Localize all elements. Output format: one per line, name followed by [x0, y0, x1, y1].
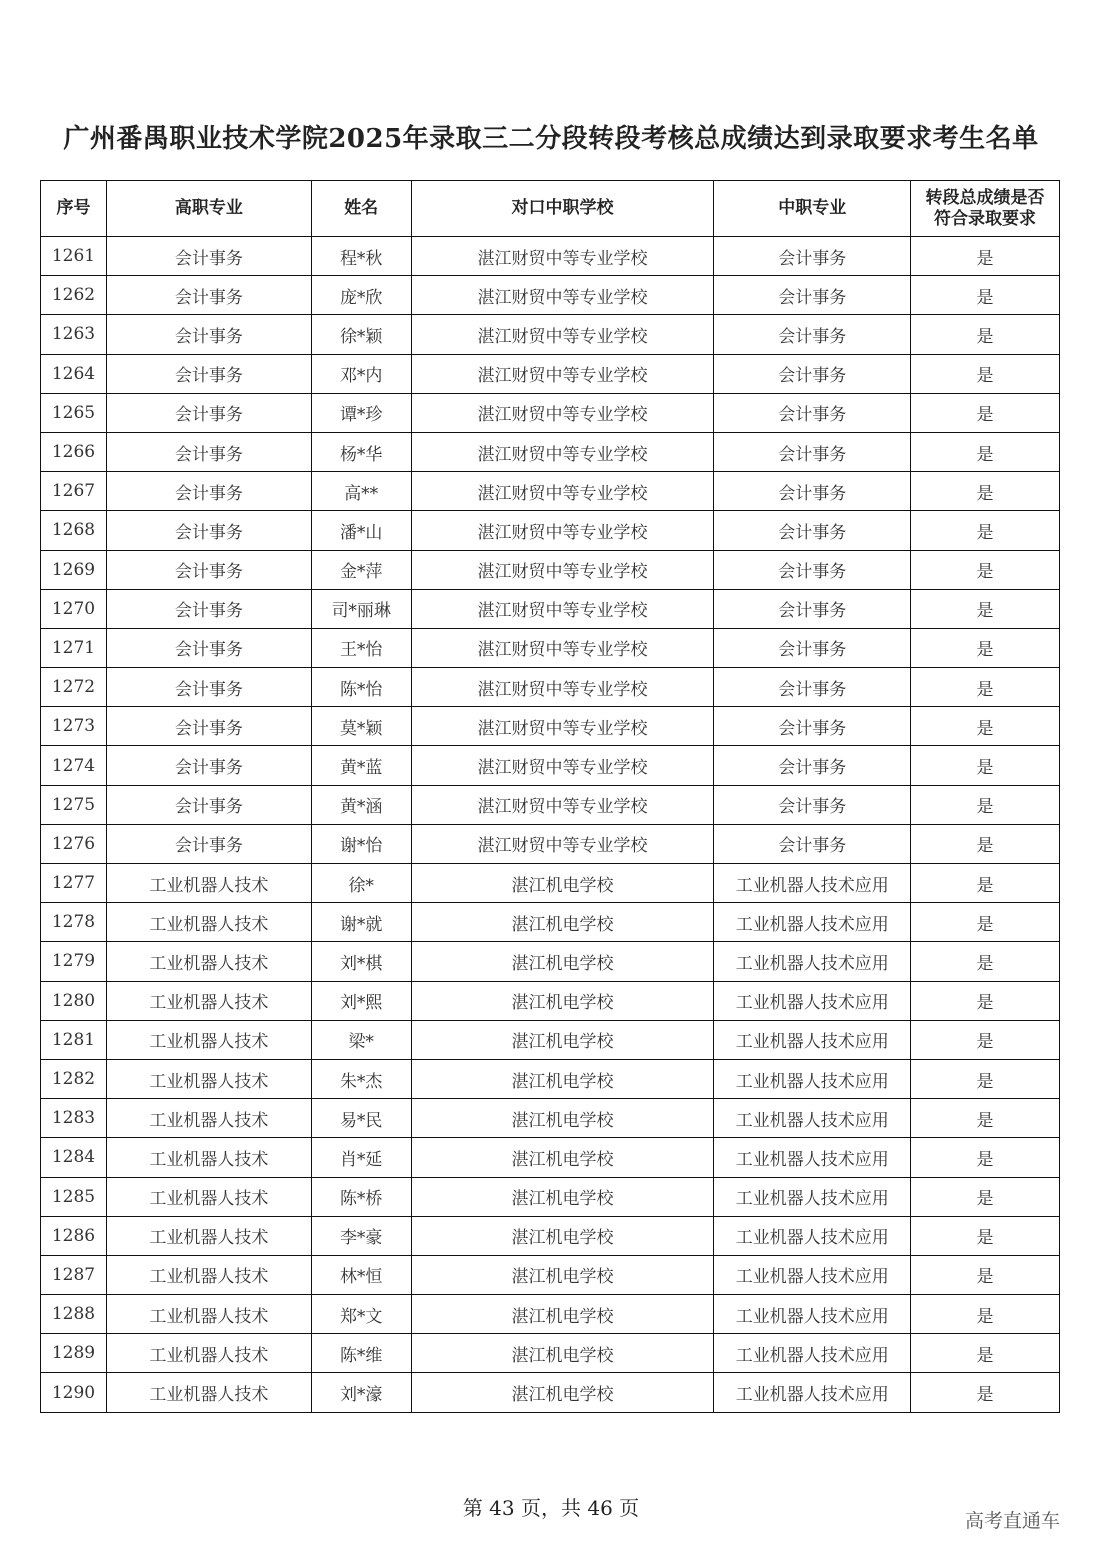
cell-qualified: 是: [911, 550, 1060, 589]
cell-secondary-major: 会计事务: [714, 511, 911, 550]
cell-qualified: 是: [911, 628, 1060, 667]
cell-major: 会计事务: [106, 550, 311, 589]
cell-school: 湛江财贸中等专业学校: [411, 432, 714, 471]
cell-major: 工业机器人技术: [106, 1334, 311, 1373]
cell-qualified: 是: [911, 707, 1060, 746]
cell-index: 1274: [41, 746, 107, 785]
cell-secondary-major: 工业机器人技术应用: [714, 1059, 911, 1098]
cell-index: 1283: [41, 1099, 107, 1138]
cell-qualified: 是: [911, 668, 1060, 707]
cell-name: 莫*颖: [311, 707, 411, 746]
cell-major: 会计事务: [106, 746, 311, 785]
cell-qualified: 是: [911, 1099, 1060, 1138]
cell-major: 会计事务: [106, 628, 311, 667]
cell-index: 1290: [41, 1373, 107, 1412]
cell-major: 工业机器人技术: [106, 1177, 311, 1216]
table-row: [41, 1059, 1060, 1098]
cell-major: 会计事务: [106, 589, 311, 628]
cell-qualified: 是: [911, 746, 1060, 785]
cell-index: 1264: [41, 354, 107, 393]
table-row: [41, 1138, 1060, 1177]
cell-school: 湛江机电学校: [411, 864, 714, 903]
cell-index: 1277: [41, 864, 107, 903]
page-title: 广州番禺职业技术学院2025年录取三二分段转段考核总成绩达到录取要求考生名单: [63, 124, 1039, 154]
cell-name: 程*秋: [311, 237, 411, 276]
cell-secondary-major: 工业机器人技术应用: [714, 1334, 911, 1373]
table-row: [41, 1373, 1060, 1412]
table-row: [41, 354, 1060, 393]
cell-secondary-major: 会计事务: [714, 472, 911, 511]
table-header-row: [41, 181, 1060, 237]
cell-secondary-major: 工业机器人技术应用: [714, 1216, 911, 1255]
cell-major: 会计事务: [106, 668, 311, 707]
cell-qualified: 是: [911, 315, 1060, 354]
cell-major: 会计事务: [106, 393, 311, 432]
cell-secondary-major: 会计事务: [714, 276, 911, 315]
cell-school: 湛江财贸中等专业学校: [411, 668, 714, 707]
cell-secondary-major: 工业机器人技术应用: [714, 1295, 911, 1334]
cell-index: 1288: [41, 1295, 107, 1334]
cell-major: 会计事务: [106, 824, 311, 863]
cell-name: 朱*杰: [311, 1059, 411, 1098]
cell-major: 会计事务: [106, 354, 311, 393]
cell-name: 谭*珍: [311, 393, 411, 432]
table-row: [41, 942, 1060, 981]
cell-secondary-major: 会计事务: [714, 707, 911, 746]
cell-qualified: 是: [911, 1373, 1060, 1412]
cell-index: 1269: [41, 550, 107, 589]
cell-index: 1265: [41, 393, 107, 432]
cell-name: 庞*欣: [311, 276, 411, 315]
cell-major: 工业机器人技术: [106, 903, 311, 942]
cell-name: 李*豪: [311, 1216, 411, 1255]
cell-index: 1270: [41, 589, 107, 628]
table-row: [41, 511, 1060, 550]
cell-index: 1271: [41, 628, 107, 667]
cell-qualified: 是: [911, 1059, 1060, 1098]
cell-major: 会计事务: [106, 472, 311, 511]
cell-qualified: 是: [911, 864, 1060, 903]
cell-name: 肖*延: [311, 1138, 411, 1177]
cell-secondary-major: 工业机器人技术应用: [714, 864, 911, 903]
watermark: 高考直通车: [965, 1510, 1061, 1532]
table-row: [41, 393, 1060, 432]
cell-major: 会计事务: [106, 237, 311, 276]
cell-name: 刘*熙: [311, 981, 411, 1020]
cell-qualified: 是: [911, 824, 1060, 863]
cell-major: 会计事务: [106, 432, 311, 471]
table-row: [41, 707, 1060, 746]
header-index: 序号: [41, 181, 107, 237]
cell-index: 1278: [41, 903, 107, 942]
cell-school: 湛江财贸中等专业学校: [411, 276, 714, 315]
table-row: [41, 668, 1060, 707]
cell-secondary-major: 工业机器人技术应用: [714, 903, 911, 942]
cell-school: 湛江财贸中等专业学校: [411, 237, 714, 276]
cell-secondary-major: 会计事务: [714, 550, 911, 589]
cell-qualified: 是: [911, 472, 1060, 511]
cell-secondary-major: 工业机器人技术应用: [714, 1177, 911, 1216]
cell-index: 1263: [41, 315, 107, 354]
cell-school: 湛江财贸中等专业学校: [411, 354, 714, 393]
table-row: [41, 1255, 1060, 1294]
cell-major: 工业机器人技术: [106, 981, 311, 1020]
cell-qualified: 是: [911, 1177, 1060, 1216]
table-row: [41, 1020, 1060, 1059]
cell-index: 1280: [41, 981, 107, 1020]
table-row: [41, 981, 1060, 1020]
cell-major: 工业机器人技术: [106, 864, 311, 903]
cell-qualified: 是: [911, 1020, 1060, 1059]
cell-school: 湛江机电学校: [411, 1334, 714, 1373]
cell-secondary-major: 会计事务: [714, 354, 911, 393]
table-row: [41, 550, 1060, 589]
cell-qualified: 是: [911, 237, 1060, 276]
header-qualified: 转段总成绩是否符合录取要求: [911, 181, 1060, 237]
cell-name: 陈*维: [311, 1334, 411, 1373]
cell-index: 1282: [41, 1059, 107, 1098]
cell-name: 易*民: [311, 1099, 411, 1138]
cell-qualified: 是: [911, 1138, 1060, 1177]
cell-index: 1284: [41, 1138, 107, 1177]
cell-name: 徐*: [311, 864, 411, 903]
table-row: [41, 315, 1060, 354]
cell-index: 1286: [41, 1216, 107, 1255]
cell-school: 湛江财贸中等专业学校: [411, 589, 714, 628]
cell-major: 工业机器人技术: [106, 1138, 311, 1177]
table-row: [41, 746, 1060, 785]
cell-major: 工业机器人技术: [106, 1059, 311, 1098]
cell-secondary-major: 工业机器人技术应用: [714, 1138, 911, 1177]
cell-index: 1272: [41, 668, 107, 707]
cell-secondary-major: 工业机器人技术应用: [714, 1255, 911, 1294]
cell-name: 谢*怡: [311, 824, 411, 863]
cell-name: 杨*华: [311, 432, 411, 471]
cell-school: 湛江机电学校: [411, 1373, 714, 1412]
cell-secondary-major: 会计事务: [714, 824, 911, 863]
table-row: [41, 276, 1060, 315]
cell-name: 陈*怡: [311, 668, 411, 707]
cell-qualified: 是: [911, 276, 1060, 315]
cell-school: 湛江机电学校: [411, 1295, 714, 1334]
cell-secondary-major: 会计事务: [714, 315, 911, 354]
cell-name: 刘*濠: [311, 1373, 411, 1412]
table-row: [41, 1216, 1060, 1255]
cell-index: 1262: [41, 276, 107, 315]
cell-major: 工业机器人技术: [106, 1020, 311, 1059]
cell-major: 工业机器人技术: [106, 1216, 311, 1255]
cell-school: 湛江机电学校: [411, 1216, 714, 1255]
cell-name: 郑*文: [311, 1295, 411, 1334]
cell-school: 湛江机电学校: [411, 1138, 714, 1177]
cell-name: 谢*就: [311, 903, 411, 942]
cell-secondary-major: 工业机器人技术应用: [714, 1373, 911, 1412]
cell-school: 湛江财贸中等专业学校: [411, 315, 714, 354]
table-row: [41, 785, 1060, 824]
cell-secondary-major: 工业机器人技术应用: [714, 1020, 911, 1059]
cell-secondary-major: 会计事务: [714, 668, 911, 707]
cell-school: 湛江财贸中等专业学校: [411, 746, 714, 785]
cell-secondary-major: 会计事务: [714, 628, 911, 667]
table-row: [41, 864, 1060, 903]
cell-index: 1261: [41, 237, 107, 276]
cell-school: 湛江机电学校: [411, 903, 714, 942]
cell-major: 工业机器人技术: [106, 1373, 311, 1412]
cell-school: 湛江机电学校: [411, 1099, 714, 1138]
cell-school: 湛江机电学校: [411, 1177, 714, 1216]
cell-index: 1267: [41, 472, 107, 511]
cell-qualified: 是: [911, 785, 1060, 824]
cell-qualified: 是: [911, 393, 1060, 432]
cell-school: 湛江机电学校: [411, 1059, 714, 1098]
cell-secondary-major: 工业机器人技术应用: [714, 1099, 911, 1138]
cell-major: 工业机器人技术: [106, 1099, 311, 1138]
cell-school: 湛江机电学校: [411, 942, 714, 981]
cell-secondary-major: 会计事务: [714, 432, 911, 471]
cell-name: 刘*棋: [311, 942, 411, 981]
cell-school: 湛江机电学校: [411, 1255, 714, 1294]
table-row: [41, 1177, 1060, 1216]
cell-qualified: 是: [911, 1295, 1060, 1334]
cell-name: 高**: [311, 472, 411, 511]
cell-school: 湛江财贸中等专业学校: [411, 472, 714, 511]
cell-major: 会计事务: [106, 785, 311, 824]
cell-secondary-major: 会计事务: [714, 746, 911, 785]
cell-qualified: 是: [911, 1216, 1060, 1255]
header-major: 高职专业: [106, 181, 311, 237]
cell-secondary-major: 会计事务: [714, 237, 911, 276]
cell-major: 工业机器人技术: [106, 1255, 311, 1294]
header-school: 对口中职学校: [411, 181, 714, 237]
cell-school: 湛江财贸中等专业学校: [411, 511, 714, 550]
cell-index: 1289: [41, 1334, 107, 1373]
cell-school: 湛江机电学校: [411, 1020, 714, 1059]
cell-name: 司*丽琳: [311, 589, 411, 628]
cell-index: 1281: [41, 1020, 107, 1059]
cell-name: 林*恒: [311, 1255, 411, 1294]
cell-qualified: 是: [911, 432, 1060, 471]
cell-name: 黄*涵: [311, 785, 411, 824]
cell-name: 潘*山: [311, 511, 411, 550]
cell-name: 金*萍: [311, 550, 411, 589]
cell-index: 1275: [41, 785, 107, 824]
cell-major: 工业机器人技术: [106, 1295, 311, 1334]
admission-table: [40, 180, 1060, 1413]
cell-qualified: 是: [911, 942, 1060, 981]
header-secondary-major: 中职专业: [714, 181, 911, 237]
cell-school: 湛江财贸中等专业学校: [411, 550, 714, 589]
cell-secondary-major: 会计事务: [714, 785, 911, 824]
cell-index: 1285: [41, 1177, 107, 1216]
cell-qualified: 是: [911, 1255, 1060, 1294]
table-row: [41, 1099, 1060, 1138]
cell-name: 陈*桥: [311, 1177, 411, 1216]
table-row: [41, 432, 1060, 471]
cell-index: 1273: [41, 707, 107, 746]
cell-school: 湛江财贸中等专业学校: [411, 824, 714, 863]
cell-major: 会计事务: [106, 707, 311, 746]
table-row: [41, 903, 1060, 942]
table-row: [41, 237, 1060, 276]
cell-index: 1268: [41, 511, 107, 550]
cell-index: 1266: [41, 432, 107, 471]
cell-name: 黄*蓝: [311, 746, 411, 785]
page-number: 第 43 页，共 46 页: [462, 1496, 640, 1520]
cell-major: 会计事务: [106, 511, 311, 550]
table-row: [41, 472, 1060, 511]
cell-school: 湛江财贸中等专业学校: [411, 628, 714, 667]
cell-school: 湛江财贸中等专业学校: [411, 785, 714, 824]
cell-qualified: 是: [911, 511, 1060, 550]
cell-secondary-major: 会计事务: [714, 393, 911, 432]
cell-name: 梁*: [311, 1020, 411, 1059]
cell-index: 1279: [41, 942, 107, 981]
cell-qualified: 是: [911, 903, 1060, 942]
cell-name: 王*怡: [311, 628, 411, 667]
header-name: 姓名: [311, 181, 411, 237]
table-row: [41, 824, 1060, 863]
cell-major: 会计事务: [106, 276, 311, 315]
cell-secondary-major: 工业机器人技术应用: [714, 981, 911, 1020]
cell-qualified: 是: [911, 981, 1060, 1020]
cell-major: 工业机器人技术: [106, 942, 311, 981]
cell-qualified: 是: [911, 589, 1060, 628]
cell-name: 邓*内: [311, 354, 411, 393]
table-row: [41, 1295, 1060, 1334]
cell-qualified: 是: [911, 354, 1060, 393]
table-row: [41, 589, 1060, 628]
table-row: [41, 628, 1060, 667]
cell-secondary-major: 会计事务: [714, 589, 911, 628]
cell-school: 湛江机电学校: [411, 981, 714, 1020]
cell-name: 徐*颖: [311, 315, 411, 354]
cell-index: 1287: [41, 1255, 107, 1294]
cell-qualified: 是: [911, 1334, 1060, 1373]
cell-school: 湛江财贸中等专业学校: [411, 393, 714, 432]
cell-major: 会计事务: [106, 315, 311, 354]
cell-school: 湛江财贸中等专业学校: [411, 707, 714, 746]
cell-secondary-major: 工业机器人技术应用: [714, 942, 911, 981]
table-row: [41, 1334, 1060, 1373]
cell-index: 1276: [41, 824, 107, 863]
